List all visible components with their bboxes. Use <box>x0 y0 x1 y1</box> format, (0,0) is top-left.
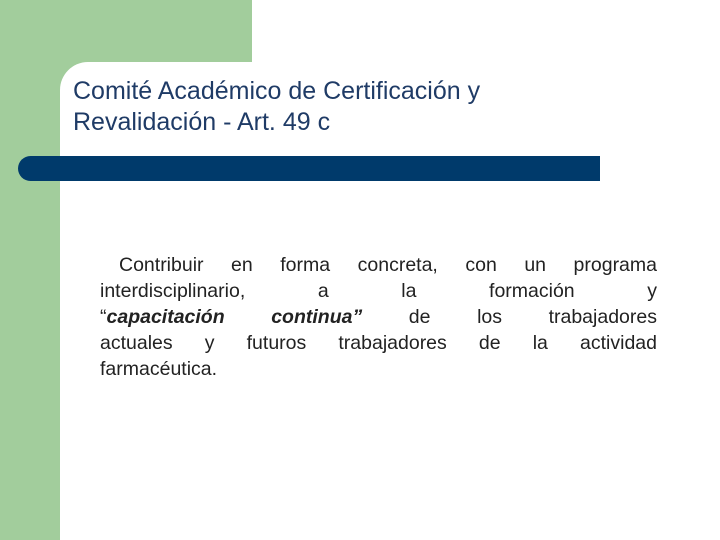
title-line-2: Revalidación - Art. 49 c <box>73 108 331 136</box>
title-divider-bar <box>18 156 600 181</box>
slide-title <box>73 76 673 138</box>
body-line-1: Contribuir en forma concreta, con un programa <box>119 254 657 276</box>
body-line-3-rest: de los trabajadores <box>362 306 657 328</box>
quote-open: “ <box>100 306 107 328</box>
body-line-4: actuales y futuros trabajadores de la actividad <box>100 332 657 354</box>
title-line-1: Comité Académico de Certificación y <box>73 77 481 105</box>
body-line-2: interdisciplinario, a la formación y <box>100 280 657 302</box>
body-line-3 <box>100 304 657 330</box>
emphasized-phrase: capacitación continua” <box>106 306 363 328</box>
slide-body-paragraph <box>100 252 657 382</box>
body-line-5: farmacéutica. <box>100 358 218 380</box>
